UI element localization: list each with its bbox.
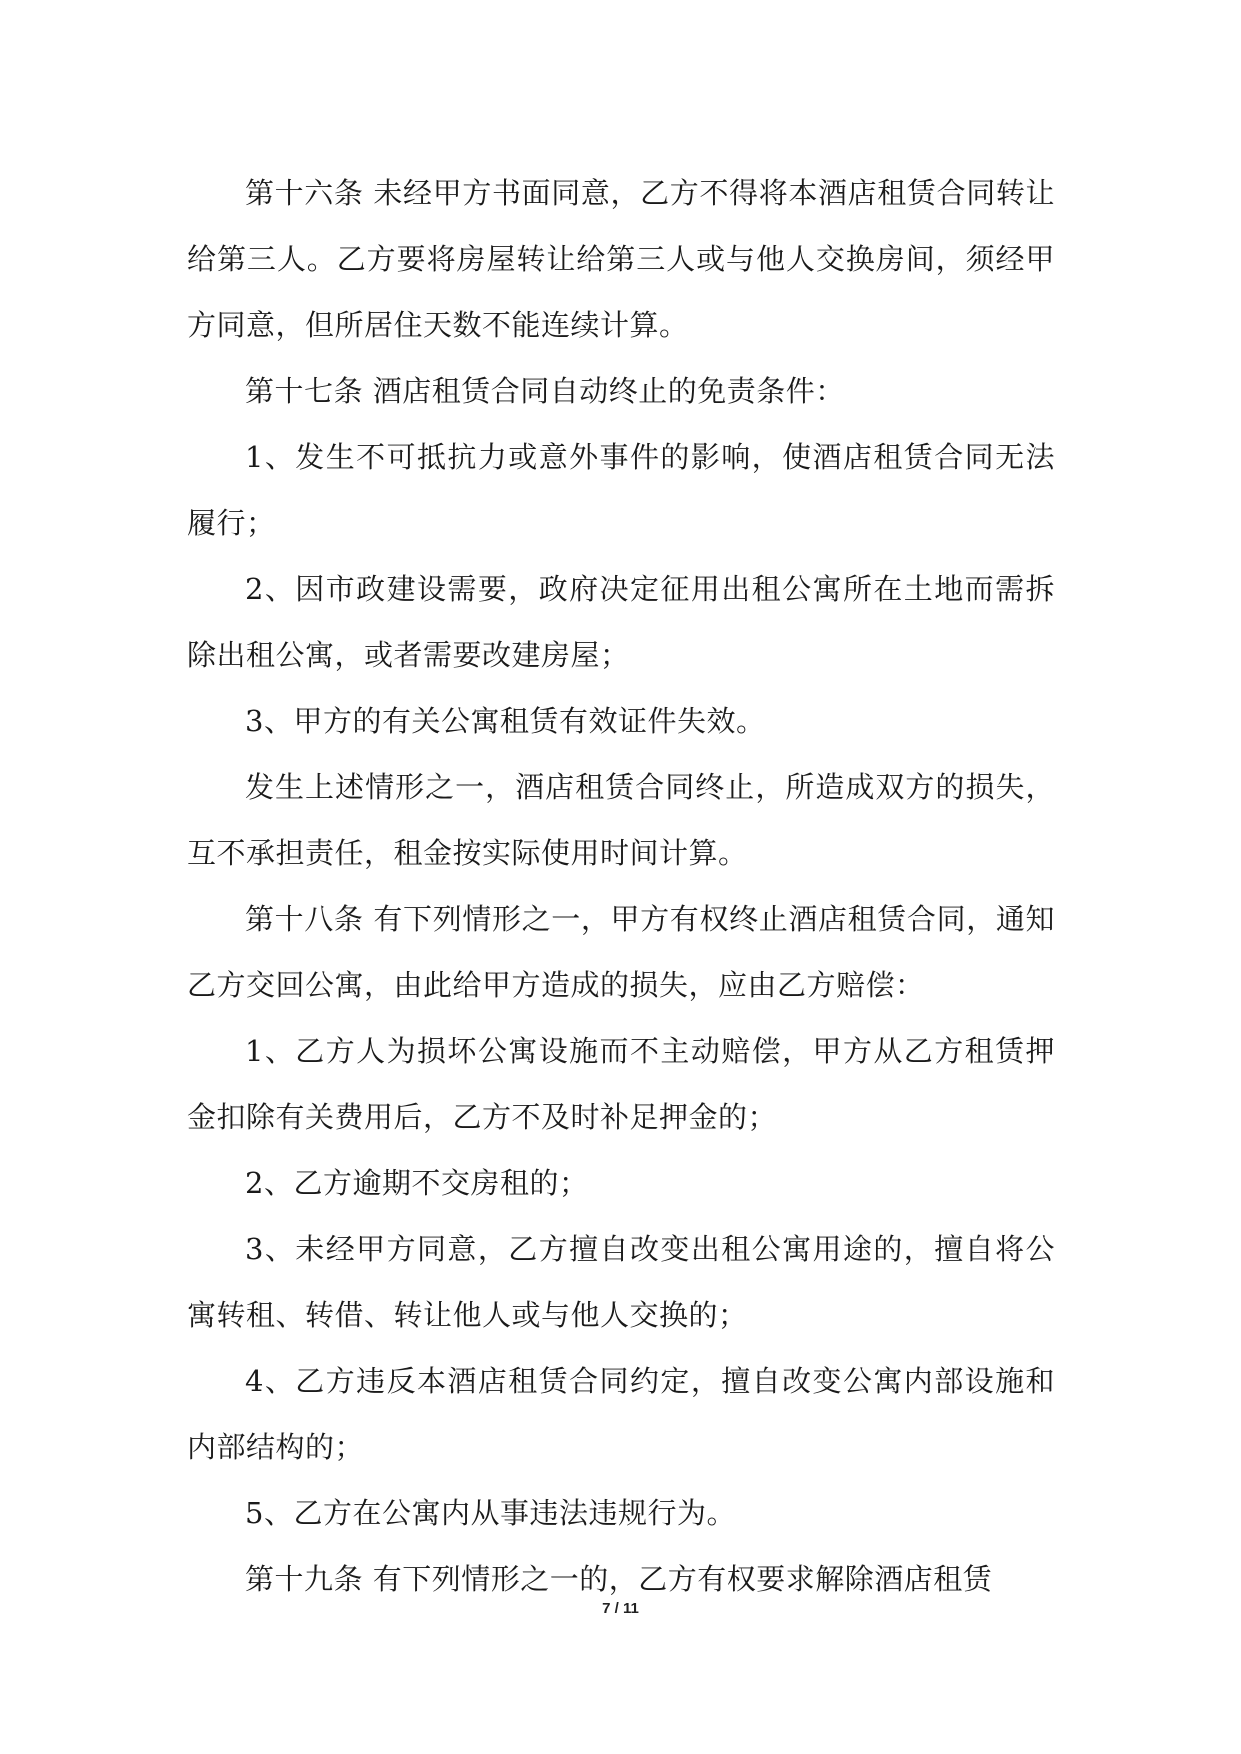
paragraph-article-17-item-2: 2、因市政建设需要，政府决定征用出租公寓所在土地而需拆除出租公寓，或者需要改建房屋； [187,572,1055,672]
paragraph-article-17: 第十七条 酒店租赁合同自动终止的免责条件： [245,374,845,408]
paragraph-article-17-conclusion: 发生上述情形之一，酒店租赁合同终止，所造成双方的损失，互不承担责任，租金按实际使用时间计算。 [187,770,1055,870]
paragraph-article-18: 第十八条 有下列情形之一，甲方有权终止酒店租赁合同，通知乙方交回公寓，由此给甲方造成的损失，应由乙方赔偿： [187,902,1055,1002]
paragraph-article-16: 第十六条 未经甲方书面同意，乙方不得将本酒店租赁合同转让给第三人。乙方要将房屋转让给第三人或与他人交换房间，须经甲方同意，但所居住天数不能连续计算。 [187,176,1055,342]
document-body [187,160,1055,1612]
paragraph-article-18-item-5: 5、乙方在公寓内从事违法违规行为。 [245,1496,736,1530]
paragraph-article-18-item-1: 1、乙方人为损坏公寓设施而不主动赔偿，甲方从乙方租赁押金扣除有关费用后，乙方不及时补足押金的； [187,1034,1055,1134]
paragraph-article-17-item-1: 1、发生不可抵抗力或意外事件的影响，使酒店租赁合同无法履行； [187,440,1055,540]
paragraph-article-18-item-3: 3、未经甲方同意，乙方擅自改变出租公寓用途的，擅自将公寓转租、转借、转让他人或与他人交换的； [187,1232,1055,1332]
paragraph-article-18-item-4: 4、乙方违反本酒店租赁合同约定，擅自改变公寓内部设施和内部结构的； [187,1364,1055,1464]
paragraph-article-19: 第十九条 有下列情形之一的，乙方有权要求解除酒店租赁 [245,1562,993,1596]
paragraph-article-18-item-2: 2、乙方逾期不交房租的； [245,1166,589,1200]
paragraph-article-17-item-3: 3、甲方的有关公寓租赁有效证件失效。 [245,704,766,738]
page-number: 7 / 11 [602,1600,639,1617]
